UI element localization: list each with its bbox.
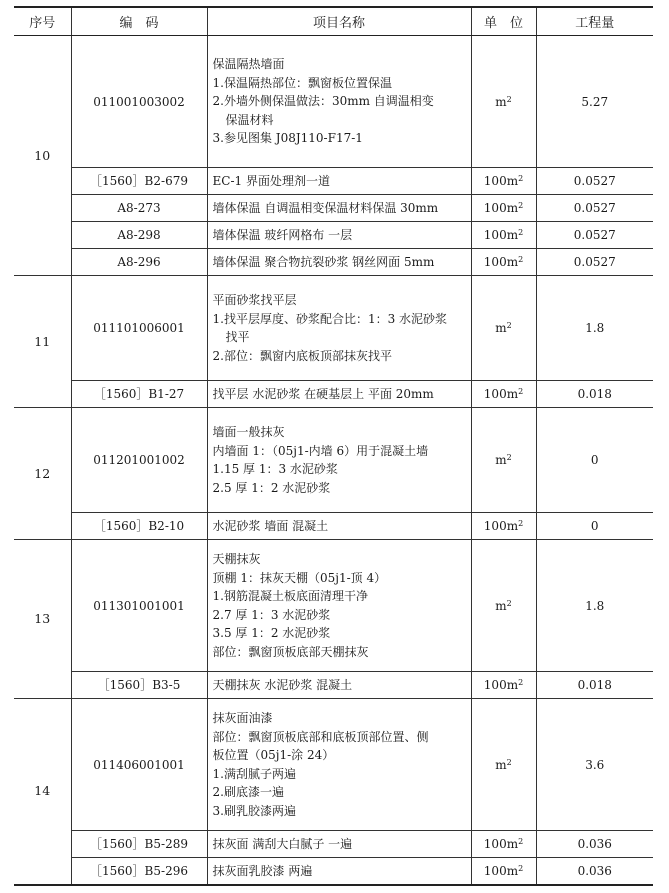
unit-exponent: 2	[506, 598, 512, 608]
unit-base: 100m	[483, 174, 519, 188]
item-name-cell	[207, 381, 471, 408]
item-name-line: 抹灰面乳胶漆 两遍	[212, 863, 313, 878]
unit-base: 100m	[483, 678, 519, 692]
unit-base: 100m	[483, 387, 519, 401]
item-name-line: 2.7 厚 1：3 水泥砂浆	[212, 607, 331, 622]
unit-base: m	[495, 598, 507, 613]
item-name-line: 2.刷底漆一遍	[212, 785, 284, 799]
item-name-line: 板位置（05j1-涂 24）	[212, 748, 335, 762]
item-name-line: 墙面一般抹灰	[212, 425, 285, 439]
item-name-line: 墙体保温 自调温相变保温材料保温 30mm	[212, 200, 439, 215]
table-row	[14, 195, 653, 222]
item-name-cell	[207, 831, 471, 858]
item-name-line: 保温材料	[225, 112, 274, 127]
unit-exponent: 2	[518, 174, 524, 183]
unit-exponent: 2	[518, 837, 524, 846]
table-row	[14, 408, 653, 513]
unit-base: 100m	[483, 863, 519, 878]
quantity-cell: 0.0527	[536, 168, 653, 195]
code-cell: ［1560］B1-27	[71, 381, 207, 408]
quantity-cell: 5.27	[536, 36, 653, 168]
unit-base: m	[495, 757, 507, 772]
seq-cell: 12	[14, 408, 71, 540]
unit-cell	[471, 195, 536, 222]
item-name-line: 抹灰面油漆	[212, 711, 273, 725]
unit-cell	[471, 513, 536, 540]
table-row	[14, 858, 653, 885]
code-cell: ［1560］B3-5	[71, 672, 207, 699]
unit-base: 100m	[483, 228, 519, 242]
item-name-line: 天棚抹灰 水泥砂浆 混凝土	[212, 677, 353, 692]
table-row	[14, 540, 653, 672]
seq-cell: 10	[14, 36, 71, 276]
item-name-line: 1.15 厚 1：3 水泥砂浆	[212, 462, 338, 476]
code-cell: 011406001001	[71, 699, 207, 831]
code-cell: 011001003002	[71, 36, 207, 168]
table-row	[14, 276, 653, 381]
item-name-line: 水泥砂浆 墙面 混凝土	[212, 518, 329, 533]
unit-exponent: 2	[506, 321, 512, 330]
item-name-cell	[207, 168, 471, 195]
quantity-cell: 0.036	[536, 858, 653, 885]
quantity-cell: 0.018	[536, 672, 653, 699]
item-name-line: 保温隔热墙面	[212, 57, 285, 72]
code-cell: A8-298	[71, 222, 207, 249]
quantity-cell: 0.0527	[536, 249, 653, 276]
header-unit: 单 位	[471, 7, 536, 36]
header-qty: 工程量	[536, 7, 653, 36]
unit-cell	[471, 408, 536, 513]
quantity-cell: 0	[536, 513, 653, 540]
code-cell: A8-273	[71, 195, 207, 222]
code-cell: ［1560］B2-10	[71, 513, 207, 540]
item-name-line: 1.满刮腻子两遍	[212, 766, 296, 781]
unit-cell	[471, 222, 536, 249]
item-name-line: EC-1 界面处理剂一道	[212, 173, 330, 188]
item-name-cell	[207, 36, 471, 168]
quantities-table	[14, 6, 653, 886]
item-name-cell	[207, 249, 471, 276]
code-cell: 011201001002	[71, 408, 207, 513]
table-body	[14, 36, 653, 885]
quantity-cell: 0.0527	[536, 222, 653, 249]
seq-cell: 13	[14, 540, 71, 699]
unit-exponent: 2	[518, 228, 524, 237]
unit-base: m	[495, 94, 507, 109]
item-name-line: 3.刷乳胶漆两遍	[212, 803, 296, 818]
code-cell: A8-296	[71, 249, 207, 276]
item-name-line: 3.5 厚 1：2 水泥砂浆	[212, 626, 331, 640]
item-name-line: 2.5 厚 1：2 水泥砂浆	[212, 480, 331, 495]
bill-of-quantities-sheet	[14, 6, 653, 886]
seq-cell: 11	[14, 276, 71, 408]
table-row	[14, 222, 653, 249]
code-cell: 011101006001	[71, 276, 207, 381]
code-cell: ［1560］B2-679	[71, 168, 207, 195]
item-name-cell	[207, 195, 471, 222]
item-name-line: 部位：飘窗顶板底部天棚抹灰	[212, 644, 369, 659]
table-row	[14, 513, 653, 540]
item-name-line: 天棚抹灰	[212, 552, 261, 566]
item-name-line: 墙体保温 聚合物抗裂砂浆 钢丝网面 5mm	[212, 254, 435, 269]
quantity-cell: 0	[536, 408, 653, 513]
unit-cell	[471, 276, 536, 381]
unit-exponent: 2	[518, 201, 524, 210]
item-name-line: 内墙面 1：（05j1-内墙 6）用于混凝土墙	[212, 443, 429, 458]
item-name-cell	[207, 408, 471, 513]
table-row	[14, 36, 653, 168]
unit-cell	[471, 858, 536, 885]
unit-exponent: 2	[506, 453, 512, 462]
item-name-line: 找平层 水泥砂浆 在硬基层上 平面 20mm	[212, 386, 434, 401]
unit-cell	[471, 381, 536, 408]
quantity-cell: 3.6	[536, 699, 653, 831]
item-name-cell	[207, 858, 471, 885]
item-name-cell	[207, 222, 471, 249]
unit-base: 100m	[483, 255, 519, 269]
item-name-cell	[207, 672, 471, 699]
unit-exponent: 2	[518, 255, 524, 264]
item-name-line: 1.钢筋混凝土板底面清理干净	[212, 589, 368, 603]
quantity-cell: 1.8	[536, 540, 653, 672]
code-cell: 011301001001	[71, 540, 207, 672]
unit-cell	[471, 168, 536, 195]
quantity-cell: 1.8	[536, 276, 653, 381]
quantity-cell: 0.036	[536, 831, 653, 858]
unit-cell	[471, 249, 536, 276]
item-name-cell	[207, 699, 471, 831]
item-name-line: 1.找平层厚度、砂浆配合比：1：3 水泥砂浆	[212, 311, 448, 326]
unit-exponent: 2	[518, 387, 524, 396]
item-name-line: 找平	[225, 330, 250, 344]
item-name-line: 2.外墙外侧保温做法：30mm 自调温相变	[212, 94, 434, 109]
unit-exponent: 2	[518, 678, 524, 687]
item-name-cell	[207, 513, 471, 540]
seq-cell: 14	[14, 699, 71, 885]
unit-cell	[471, 699, 536, 831]
header-name: 项目名称	[207, 7, 471, 36]
unit-cell	[471, 672, 536, 699]
unit-exponent: 2	[518, 863, 524, 873]
unit-exponent: 2	[506, 757, 512, 767]
item-name-line: 1.保温隔热部位：飘窗板位置保温	[212, 75, 392, 90]
unit-base: m	[495, 453, 507, 467]
header-code: 编 码	[71, 7, 207, 36]
table-row	[14, 831, 653, 858]
header-seq: 序号	[14, 7, 71, 36]
table-header-row	[14, 7, 653, 36]
code-cell: ［1560］B5-296	[71, 858, 207, 885]
table-row	[14, 672, 653, 699]
item-name-line: 顶棚 1：抹灰天棚（05j1-顶 4）	[212, 570, 387, 585]
unit-base: 100m	[483, 519, 519, 533]
item-name-line: 2.部位：飘窗内底板顶部抹灰找平	[212, 348, 392, 363]
unit-base: 100m	[483, 201, 519, 215]
item-name-cell	[207, 540, 471, 672]
unit-base: 100m	[483, 837, 519, 851]
unit-exponent: 2	[518, 519, 524, 528]
code-cell: ［1560］B5-289	[71, 831, 207, 858]
item-name-line: 抹灰面 满刮大白腻子 一遍	[212, 836, 353, 851]
table-row	[14, 168, 653, 195]
table-row	[14, 249, 653, 276]
item-name-line: 平面砂浆找平层	[212, 293, 297, 307]
item-name-line: 墙体保温 玻纤网格布 一层	[212, 227, 353, 242]
unit-cell	[471, 540, 536, 672]
item-name-line: 3.参见图集 J08J110-F17-1	[212, 131, 363, 146]
quantity-cell: 0.0527	[536, 195, 653, 222]
unit-cell	[471, 36, 536, 168]
table-row	[14, 381, 653, 408]
item-name-line: 部位：飘窗顶板底部和底板顶部位置、侧	[212, 729, 429, 744]
table-row	[14, 699, 653, 831]
item-name-cell	[207, 276, 471, 381]
unit-base: m	[495, 321, 507, 335]
quantity-cell: 0.018	[536, 381, 653, 408]
unit-exponent: 2	[506, 94, 512, 104]
unit-cell	[471, 831, 536, 858]
